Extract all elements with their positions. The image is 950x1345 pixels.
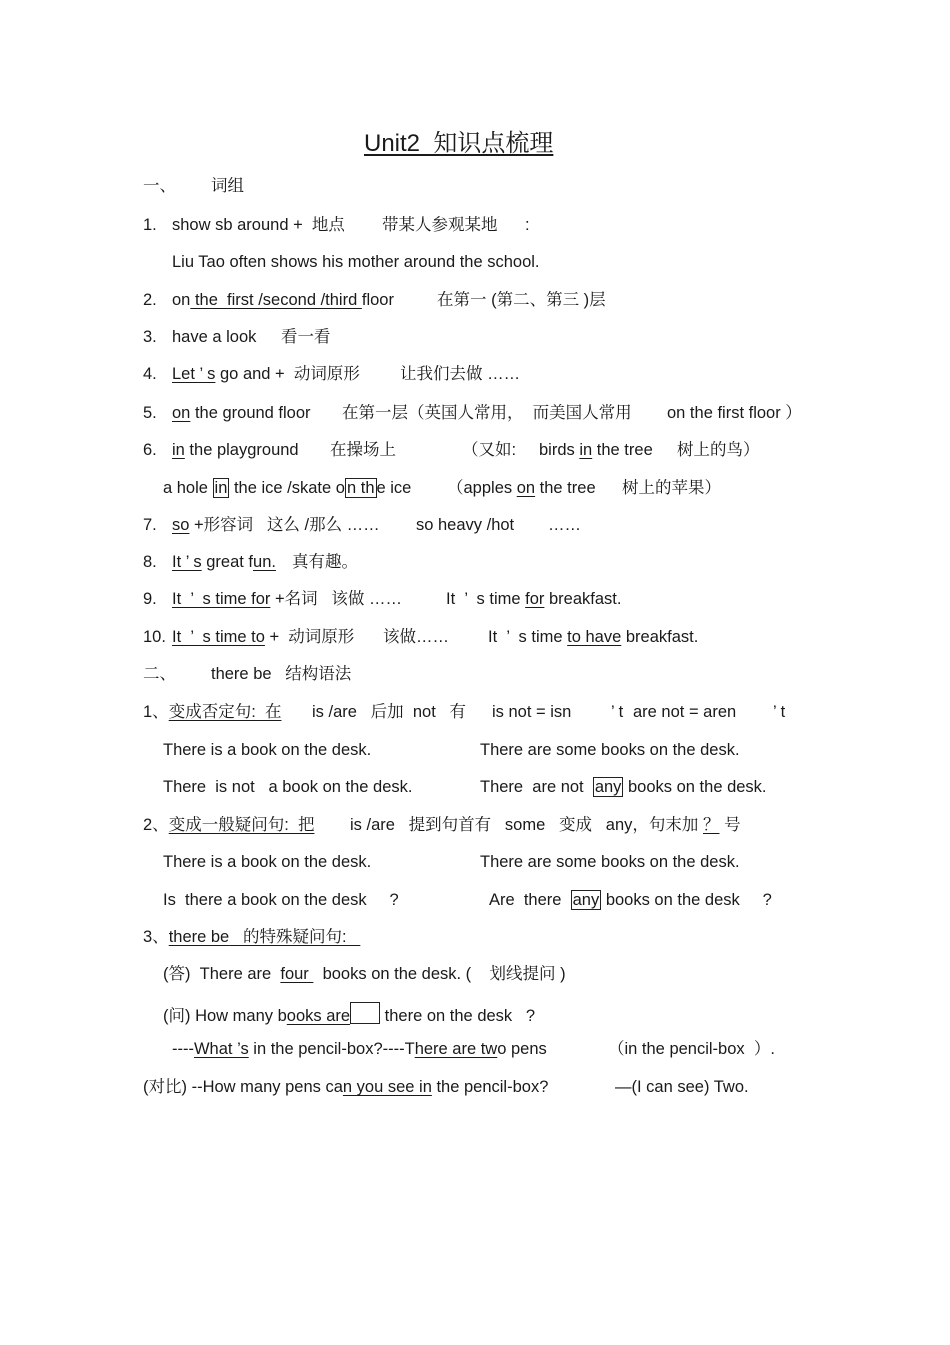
item-5-note: on the first floor ） — [667, 404, 802, 422]
item-6-example-open: （又如: — [462, 441, 517, 459]
rule-2-detail: is /are 提到句首有 some 变成 any，句末加 ？ 号 — [350, 816, 741, 834]
rule-3: 3、there be 的特殊疑问句: — [143, 928, 361, 946]
item-1-colon: : — [525, 216, 530, 234]
item-1: show sb around + 地点 — [172, 216, 345, 234]
rule-3-compare-answer: —(I can see) Two. — [615, 1078, 749, 1096]
rule-1-example-c: There is not a book on the desk. — [163, 778, 413, 796]
rule-1: 1、变成否定句: 在 — [143, 703, 282, 721]
item-6: in the playground — [172, 441, 299, 459]
item-6-meaning: 在操场上 — [330, 441, 396, 459]
item-8-number: 8. — [143, 553, 157, 571]
item-8: It ’ s great fun. — [172, 553, 276, 571]
rule-2-example-c: Is there a book on the desk ? — [163, 891, 399, 909]
rule-3-what-note: （in the pencil-box ）. — [608, 1040, 775, 1058]
item-2-meaning: 在第一 (第二、第三 )层 — [437, 291, 606, 309]
rule-2-example-b: There are some books on the desk. — [480, 853, 740, 871]
item-9: It ’ s time for +名词 该做 …… — [172, 590, 402, 608]
item-2: on the first /second /third floor — [172, 291, 394, 309]
rule-1-detail: is /are 后加 not 有 — [312, 703, 467, 721]
item-1-meaning: 带某人参观某地 — [382, 216, 498, 234]
item-3: have a look — [172, 328, 257, 346]
item-10-meaning: 该做…… — [383, 628, 449, 646]
rule-3-question: (问) How many books are there on the desk ? — [163, 1002, 535, 1026]
item-7: so +形容词 这么 /那么 …… — [172, 516, 380, 534]
item-6-example: birds in the tree — [539, 441, 653, 459]
item-2-number: 2. — [143, 291, 157, 309]
item-10-example: It ’ s time to have breakfast. — [488, 628, 699, 646]
rule-1-contraction-2b: ’ t — [773, 703, 786, 721]
item-9-example: It ’ s time for breakfast. — [446, 590, 622, 608]
item-6-example-meaning: 树上的鸟） — [677, 441, 760, 459]
item-3-meaning: 看一看 — [281, 328, 331, 346]
page-title: Unit2 知识点梳理 — [364, 130, 554, 157]
section-heading-phrases: 一、 — [143, 177, 176, 195]
rule-2: 2、变成一般疑问句: 把 — [143, 816, 315, 834]
rule-2-example-d: Are there any books on the desk ? — [489, 891, 772, 909]
rule-1-contraction-2: are not = aren — [633, 703, 737, 721]
rule-3-answer: (答) There are four books on the desk. ( 划线提问 ) — [163, 965, 566, 983]
rule-2-example-a: There is a book on the desk. — [163, 853, 372, 871]
blank-box — [350, 1002, 380, 1024]
item-10: It ’ s time to + 动词原形 — [172, 628, 355, 646]
rule-1-example-d: There are not any books on the desk. — [480, 778, 767, 796]
item-7-example: so heavy /hot — [416, 516, 515, 534]
item-5: on the ground floor — [172, 404, 311, 422]
item-4-number: 4. — [143, 365, 157, 383]
item-5-number: 5. — [143, 404, 157, 422]
item-5-meaning: 在第一层（英国人常用， 而美国人常用 — [342, 404, 632, 422]
rule-1-contraction-1b: ’ t — [611, 703, 624, 721]
item-7-ellipsis: …… — [548, 516, 581, 534]
section-heading-grammar-label: there be 结构语法 — [211, 665, 352, 683]
item-6b: a hole in the ice /skate o n th e ice — [163, 479, 412, 497]
rule-1-example-a: There is a book on the desk. — [163, 741, 372, 759]
item-4-meaning: 让我们去做 …… — [400, 365, 521, 383]
rule-1-contraction-1: is not = isn — [492, 703, 572, 721]
item-6b-example: （apples on the tree — [447, 479, 596, 497]
item-9-number: 9. — [143, 590, 157, 608]
item-1-number: 1. — [143, 216, 157, 234]
item-8-meaning: 真有趣。 — [292, 553, 358, 571]
item-3-number: 3. — [143, 328, 157, 346]
item-10-number: 10. — [143, 628, 166, 646]
rule-1-example-b: There are some books on the desk. — [480, 741, 740, 759]
item-6b-example-meaning: 树上的苹果） — [622, 479, 721, 497]
rule-3-compare: (对比) --How many pens can you see in the pencil-box? — [143, 1078, 549, 1096]
item-6-number: 6. — [143, 441, 157, 459]
item-4: Let ’ s go and + 动词原形 — [172, 365, 360, 383]
section-heading-grammar: 二、 — [143, 665, 176, 683]
rule-3-what: ----What ’s in the pencil-box?----There are two pens — [172, 1040, 547, 1058]
item-7-number: 7. — [143, 516, 157, 534]
item-1-example: Liu Tao often shows his mother around the school. — [172, 253, 540, 271]
section-heading-label: 词组 — [211, 177, 244, 195]
